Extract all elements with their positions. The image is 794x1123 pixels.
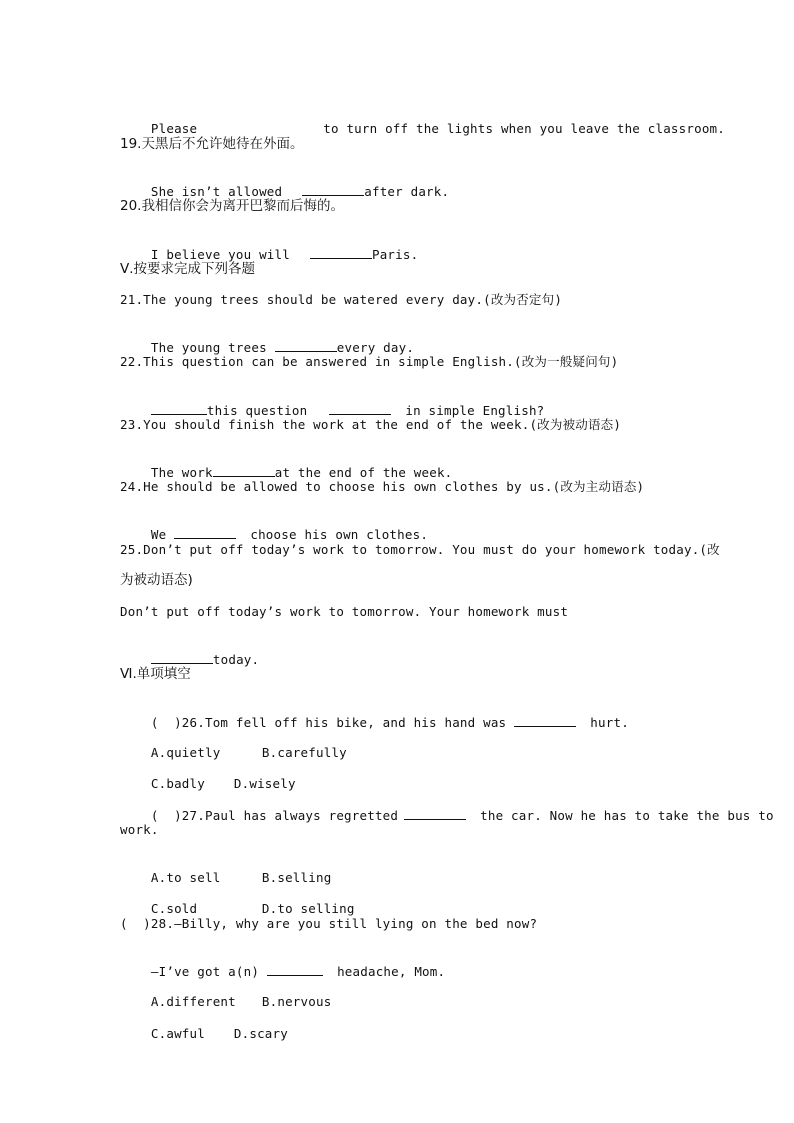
answer-blank[interactable] — [404, 807, 466, 820]
option-a[interactable]: A.to sell — [150, 870, 221, 885]
text: ( )27.Paul has always regretted — [150, 808, 399, 823]
text: after dark. — [364, 184, 450, 199]
answer-blank[interactable] — [267, 963, 323, 976]
section-vi-heading: Ⅵ.单项填空 — [120, 666, 191, 682]
text: hurt. — [590, 715, 629, 730]
text: We — [150, 527, 167, 542]
q28-options-2 — [120, 1010, 288, 1058]
text: I believe you will — [150, 247, 290, 262]
text: The young trees — [150, 340, 267, 355]
q25-prompt-line1: 25.Don’t put off today’s work to tomorrow. You must do your homework today.(改 — [120, 542, 720, 557]
text: The work — [150, 465, 213, 480]
option-d[interactable]: D.scary — [233, 1026, 288, 1041]
text: in simple English? — [405, 403, 545, 418]
section-v-heading: Ⅴ.按要求完成下列各题 — [120, 261, 256, 277]
answer-blank[interactable] — [151, 651, 213, 664]
answer-blank[interactable] — [275, 339, 337, 352]
q24-prompt: 24.He should be allowed to choose his own clothes by us.(改为主动语态) — [120, 479, 645, 494]
q23-prompt: 23.You should finish the work at the end of the week.(改为被动语态) — [120, 417, 622, 432]
answer-blank[interactable] — [213, 464, 275, 477]
answer-blank[interactable] — [302, 183, 364, 196]
option-b[interactable]: B.nervous — [261, 994, 332, 1009]
q28-stem: ( )28.—Billy, why are you still lying on the bed now? — [120, 916, 538, 931]
text: at the end of the week. — [274, 465, 453, 480]
q27-stem — [120, 791, 774, 840]
q25-prompt-line2: 为被动语态) — [120, 572, 193, 588]
answer-blank[interactable] — [310, 246, 372, 259]
q21-prompt: 21.The young trees should be watered every day.(改为否定句) — [120, 292, 563, 307]
answer-blank[interactable] — [514, 714, 576, 727]
option-a[interactable]: A.quietly — [150, 745, 221, 760]
text: Please — [150, 121, 198, 136]
q19-prompt: 19.天黑后不允许她待在外面。 — [120, 136, 304, 152]
answer-blank[interactable] — [329, 402, 391, 415]
answer-blank[interactable] — [174, 526, 236, 539]
text: ( )26.Tom fell off his bike, and his hand was — [150, 715, 507, 730]
text: the car. Now he has to take the bus to — [480, 808, 774, 823]
option-a[interactable]: A.different — [150, 994, 236, 1009]
text: Paris. — [371, 247, 419, 262]
option-d[interactable]: D.wisely — [233, 776, 296, 791]
text: this question — [206, 403, 308, 418]
option-c[interactable]: C.sold — [150, 901, 198, 916]
option-c[interactable]: C.awful — [150, 1026, 205, 1041]
q25-answer-line1: Don’t put off today’s work to tomorrow. Your homework must — [120, 604, 569, 619]
text: headache, Mom. — [337, 964, 446, 979]
q22-prompt: 22.This question can be answered in simple English.(改为一般疑问句) — [120, 354, 619, 369]
text: today. — [212, 652, 260, 667]
answer-blank[interactable] — [151, 402, 207, 415]
option-b[interactable]: B.selling — [261, 870, 332, 885]
text: She isn’t allowed — [150, 184, 283, 199]
text: —I’ve got a(n) — [150, 964, 260, 979]
q20-prompt: 20.我相信你会为离开巴黎而后悔的。 — [120, 198, 344, 214]
text: choose his own clothes. — [250, 527, 429, 542]
option-b[interactable]: B.carefully — [261, 745, 347, 760]
text: to turn off the lights when you leave the classroom. — [323, 121, 725, 136]
option-c[interactable]: C.badly — [150, 776, 205, 791]
option-d[interactable]: D.to selling — [261, 901, 355, 916]
text: every day. — [336, 340, 415, 355]
q27-stem-cont: work. — [120, 822, 159, 837]
